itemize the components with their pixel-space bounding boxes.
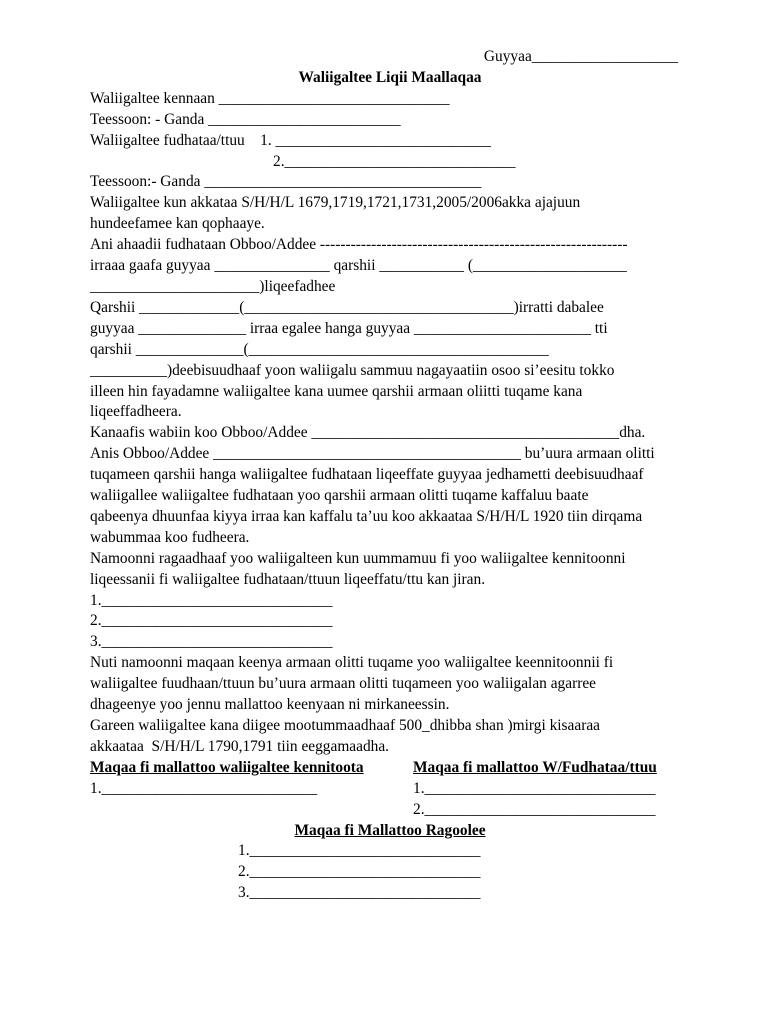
lender-signatures — [90, 758, 413, 821]
document-page — [90, 47, 690, 904]
body-line: Ani ahaadii fudhataan Obboo/Addee ------------------------------------------------------------ — [90, 236, 628, 254]
witness-signature-blank-2: 2.______________________________ — [238, 863, 481, 881]
body-line: tuqameen qarshii hanga waliigaltee fudhataan liqeeffate guyyaa jedhametti deebisuudhaaf — [90, 466, 644, 484]
borrower-line-1: Waliigaltee fudhataa/ttuu 1. ____________________________ — [90, 131, 491, 149]
lender-line: Waliigaltee kennaan ______________________________ — [90, 89, 450, 107]
witness-blank-1: 1.______________________________ — [90, 591, 333, 609]
body-line: hundeefamee kan qophaaye. — [90, 215, 265, 233]
witness-signature-heading: Maqaa fi Mallattoo Ragoolee — [294, 821, 486, 839]
borrower-signature-blank-1: 1.______________________________ — [413, 779, 656, 797]
body-line: liqeeffadheera. — [90, 403, 182, 421]
witness-signature-blank-1: 1.______________________________ — [238, 842, 481, 860]
signature-section — [90, 758, 690, 821]
body-line: waliigallee waliigaltee fudhataan yoo qarshii armaan olitti tuqame kaffaluu baate — [90, 487, 589, 505]
borrower-address-line: Teessoon:- Ganda ____________________________________ — [90, 173, 482, 191]
body-line: dhageenye yoo jennu mallattoo keenyaan ni mirkaneessin. — [90, 696, 450, 714]
body-line: Kanaafis wabiin koo Obboo/Addee ________________________________________dha. — [90, 424, 646, 442]
borrower-signature-heading: Maqaa fi mallattoo W/Fudhataa/ttuu — [413, 758, 657, 776]
borrower-signatures — [413, 758, 690, 821]
borrower-signature-blank-2: 2.______________________________ — [413, 800, 656, 818]
body-line: liqeessanii fi waliigaltee fudhataan/ttuun liqeeffatu/ttu kan jiran. — [90, 570, 486, 588]
body-line: waliigaltee fuudhaan/ttuun bu’uura armaan olitti tuqameen yoo waliigalan agarree — [90, 675, 596, 693]
document-title: Waliigaltee Liqii Maallaqaa — [298, 68, 482, 86]
date-line: Guyyaa___________________ — [483, 48, 678, 65]
body-line: __________)deebisuudhaaf yoon waliigalu sammuu nagayaatiin osoo si’eesitu tokko — [90, 361, 615, 379]
body-line: qarshii ______________(_______________________________________ — [90, 340, 549, 358]
body-line: Anis Obboo/Addee ________________________________________ bu’uura armaan olitti — [90, 445, 655, 463]
lender-address-line: Teessoon: - Ganda _________________________ — [90, 110, 401, 128]
body-line: qabeenya dhuunfaa kiyya irraa kan kaffalu ta’uu koo akkaataa S/H/H/L 1920 tiin dirqama — [90, 507, 643, 525]
body-line: wabummaa koo fudheera. — [90, 528, 250, 546]
witness-blank-3: 3.______________________________ — [90, 633, 333, 651]
body-line: Qarshii _____________(___________________________________)irratti dabalee — [90, 298, 604, 316]
witness-blank-2: 2.______________________________ — [90, 612, 333, 630]
body-line: Nuti namoonni maqaan keenya armaan olitti tuqame yoo waliigaltee keennitoonnii fi — [90, 654, 614, 672]
witness-signature-blank-3: 3.______________________________ — [238, 884, 481, 902]
body-line: Namoonni ragaadhaaf yoo waliigalteen kun uummamuu fi yoo waliigaltee kennitoonni — [90, 549, 626, 567]
body-line: akkaataa S/H/H/L 1790,1791 tiin eeggamaadha. — [90, 737, 390, 755]
body-line: Waliigaltee kun akkataa S/H/H/L 1679,1719,1721,1731,2005/2006akka ajajuun — [90, 194, 581, 212]
body-line: ______________________)liqeefadhee — [90, 277, 336, 295]
lender-signature-blank-1: 1.____________________________ — [90, 779, 318, 797]
body-line: irraaa gaafa guyyaa _______________ qarshii ___________ (____________________ — [90, 257, 627, 275]
borrower-line-2: 2.______________________________ — [273, 152, 516, 170]
body-line: illeen hin fayadamne waliigaltee kana uumee qarshii armaan oliitti tuqame kana — [90, 382, 583, 400]
body-line: Gareen waliigaltee kana diigee mootummaadhaaf 500_dhibba shan )mirgi kisaaraa — [90, 717, 600, 734]
lender-signature-heading: Maqaa fi mallattoo waliigaltee kennitoota — [90, 758, 364, 776]
body-line: guyyaa ______________ irraa egalee hanga guyyaa _______________________ tti — [90, 319, 608, 337]
